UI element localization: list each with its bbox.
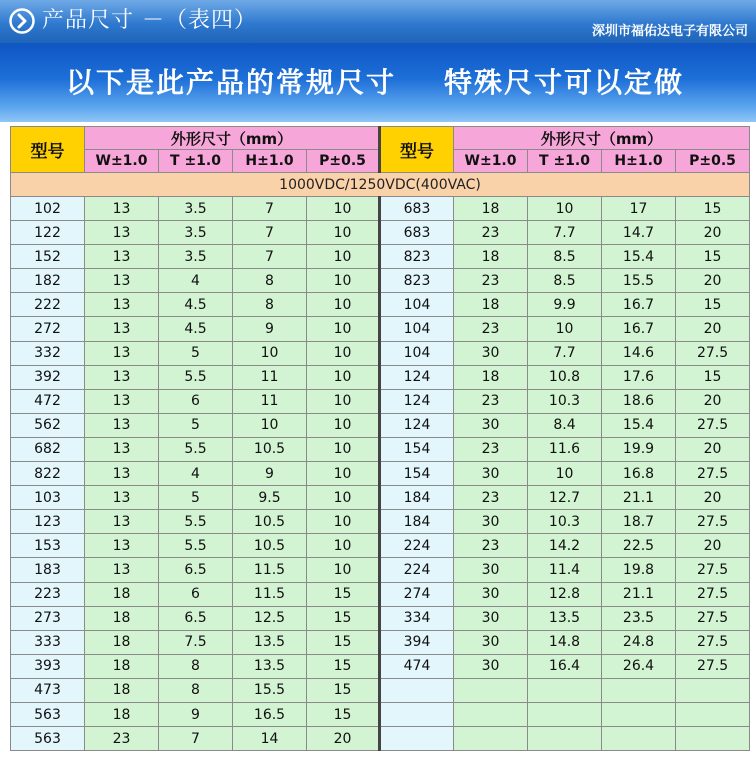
col-w-right: W±1.0 (454, 150, 528, 173)
dimension-cell: 15 (307, 582, 380, 606)
dimension-cell: 10.3 (528, 510, 602, 534)
dimension-cell: 16.7 (602, 317, 676, 341)
model-cell: 152 (11, 245, 85, 269)
dimension-cell: 15.4 (602, 245, 676, 269)
dimension-cell: 10 (307, 317, 380, 341)
dimension-cell: 10 (307, 389, 380, 413)
col-h-left: H±1.0 (233, 150, 307, 173)
dimension-cell: 5 (159, 486, 233, 510)
dimension-cell: 18 (85, 630, 159, 654)
company-name: 深圳市福佑达电子有限公司 (591, 24, 748, 39)
model-cell: 154 (380, 437, 454, 461)
dimension-cell: 30 (454, 606, 528, 630)
dimension-cell: 18 (85, 702, 159, 726)
dimension-cell: 23 (85, 727, 159, 751)
dimension-cell: 16.7 (602, 293, 676, 317)
model-cell: 154 (380, 462, 454, 486)
dimension-cell: 16.8 (602, 462, 676, 486)
dimension-cell: 10 (233, 341, 307, 365)
dimension-cell: 3.5 (159, 245, 233, 269)
dimension-cell: 13 (85, 413, 159, 437)
dimension-cell: 6.5 (159, 558, 233, 582)
model-cell: 224 (380, 534, 454, 558)
dimension-cell: 30 (454, 413, 528, 437)
table-row (11, 317, 750, 341)
header-bar (0, 0, 756, 43)
table-row (11, 462, 750, 486)
dimension-cell: 30 (454, 341, 528, 365)
model-cell: 104 (380, 293, 454, 317)
model-cell: 394 (380, 630, 454, 654)
table-row (11, 727, 750, 751)
dimension-cell: 27.5 (676, 510, 750, 534)
dimension-cell: 26.4 (602, 654, 676, 678)
dimension-cell: 14.8 (528, 630, 602, 654)
dimension-cell: 8.5 (528, 245, 602, 269)
dimension-cell: 6 (159, 582, 233, 606)
table-row (11, 510, 750, 534)
model-cell: 682 (11, 437, 85, 461)
model-cell: 392 (11, 365, 85, 389)
dimension-cell: 13 (85, 510, 159, 534)
dimension-cell: 13 (85, 341, 159, 365)
dimension-cell (602, 727, 676, 751)
dimension-cell: 30 (454, 582, 528, 606)
col-w-left: W±1.0 (85, 150, 159, 173)
dimension-cell (676, 727, 750, 751)
dimension-cell: 10 (528, 462, 602, 486)
dimension-cell: 15 (307, 702, 380, 726)
dimension-cell: 20 (676, 389, 750, 413)
dimension-cell: 9.9 (528, 293, 602, 317)
model-cell (380, 702, 454, 726)
model-cell: 182 (11, 269, 85, 293)
dimension-cell: 10 (307, 197, 380, 221)
dimension-cell: 5 (159, 341, 233, 365)
dimension-cell: 20 (676, 534, 750, 558)
dimension-cell: 16.5 (233, 702, 307, 726)
dimension-cell: 7 (233, 221, 307, 245)
dimension-cell: 10 (307, 293, 380, 317)
model-cell: 272 (11, 317, 85, 341)
model-cell: 222 (11, 293, 85, 317)
dimension-cell: 27.5 (676, 341, 750, 365)
table-row (11, 293, 750, 317)
dimension-cell: 27.5 (676, 462, 750, 486)
dimension-cell: 10.5 (233, 534, 307, 558)
dimension-cell: 15 (307, 678, 380, 702)
dimension-cell: 13 (85, 365, 159, 389)
dimension-cell: 18.6 (602, 389, 676, 413)
dimension-cell: 7 (233, 245, 307, 269)
model-cell: 124 (380, 389, 454, 413)
page-title: 产品尺寸 －（表四） (42, 8, 257, 33)
dimension-cell: 3.5 (159, 197, 233, 221)
dimension-cell: 9 (159, 702, 233, 726)
dimension-cell: 13 (85, 389, 159, 413)
model-cell: 122 (11, 221, 85, 245)
dimension-cell: 15 (307, 654, 380, 678)
voltage-label: 1000VDC/1250VDC(400VAC) (11, 173, 750, 197)
dimension-cell: 23.5 (602, 606, 676, 630)
size-table-container (10, 126, 749, 759)
model-cell: 223 (11, 582, 85, 606)
dimension-cell: 11.4 (528, 558, 602, 582)
dimension-cell: 10 (307, 462, 380, 486)
model-cell: 823 (380, 269, 454, 293)
dimension-cell: 10.5 (233, 510, 307, 534)
dimension-cell: 30 (454, 462, 528, 486)
banner (0, 43, 756, 122)
dimension-cell: 27.5 (676, 606, 750, 630)
model-cell: 124 (380, 413, 454, 437)
dimension-cell: 20 (307, 727, 380, 751)
model-cell: 334 (380, 606, 454, 630)
banner-standard-text: 以下是此产品的常规尺寸 (66, 66, 397, 99)
dimension-cell: 23 (454, 269, 528, 293)
table-header-row (11, 127, 750, 150)
dimension-cell: 8 (159, 678, 233, 702)
dimension-cell: 23 (454, 437, 528, 461)
table-row (11, 341, 750, 365)
dimension-cell: 10.5 (233, 437, 307, 461)
dimension-cell: 12.8 (528, 582, 602, 606)
table-row (11, 630, 750, 654)
dimension-cell: 30 (454, 510, 528, 534)
model-cell: 822 (11, 462, 85, 486)
table-row (11, 269, 750, 293)
dimension-cell: 10 (307, 558, 380, 582)
table-row (11, 654, 750, 678)
dimension-cell: 14.7 (602, 221, 676, 245)
model-cell: 124 (380, 365, 454, 389)
dimension-cell: 3.5 (159, 221, 233, 245)
dimension-cell: 15.5 (602, 269, 676, 293)
dimension-cell (602, 702, 676, 726)
dimension-cell: 13 (85, 197, 159, 221)
dimension-cell: 13 (85, 462, 159, 486)
table-row (11, 678, 750, 702)
dimension-cell: 20 (676, 269, 750, 293)
dimension-cell: 7.7 (528, 341, 602, 365)
model-cell: 153 (11, 534, 85, 558)
model-cell (380, 678, 454, 702)
table-row (11, 245, 750, 269)
model-cell: 183 (11, 558, 85, 582)
dimension-cell: 18 (454, 245, 528, 269)
model-cell: 103 (11, 486, 85, 510)
dimension-cell: 5.5 (159, 437, 233, 461)
dimension-cell: 10 (307, 341, 380, 365)
dimension-cell: 21.1 (602, 582, 676, 606)
dimension-cell: 18 (85, 654, 159, 678)
dimension-cell: 7 (233, 197, 307, 221)
dimension-cell: 13.5 (528, 606, 602, 630)
dimension-cell: 15 (676, 245, 750, 269)
dimension-cell: 30 (454, 558, 528, 582)
dimension-cell: 30 (454, 654, 528, 678)
dimension-cell: 20 (676, 437, 750, 461)
dimension-cell: 10 (307, 413, 380, 437)
dimension-cell: 8.4 (528, 413, 602, 437)
model-cell: 273 (11, 606, 85, 630)
dimension-cell (528, 678, 602, 702)
dimension-cell (454, 678, 528, 702)
table-row (11, 413, 750, 437)
dimension-cell: 20 (676, 221, 750, 245)
dimension-cell: 11.5 (233, 558, 307, 582)
model-cell: 472 (11, 389, 85, 413)
model-header-left: 型号 (11, 127, 85, 173)
dimension-cell (528, 702, 602, 726)
table-row (11, 702, 750, 726)
dimension-cell: 10 (528, 197, 602, 221)
dimension-cell: 12.7 (528, 486, 602, 510)
model-cell: 333 (11, 630, 85, 654)
model-cell: 473 (11, 678, 85, 702)
dimension-cell: 27.5 (676, 630, 750, 654)
dimension-cell: 10.3 (528, 389, 602, 413)
dimension-cell: 10 (307, 437, 380, 461)
dimension-cell: 13 (85, 558, 159, 582)
dimension-cell: 22.5 (602, 534, 676, 558)
dimension-cell: 10 (528, 317, 602, 341)
voltage-row (11, 173, 750, 197)
model-header-right: 型号 (380, 127, 454, 173)
dimension-cell: 4.5 (159, 293, 233, 317)
dimension-cell: 14.6 (602, 341, 676, 365)
table-row (11, 486, 750, 510)
dimension-cell: 13 (85, 486, 159, 510)
dimension-cell: 10 (307, 245, 380, 269)
dimension-cell: 13 (85, 534, 159, 558)
dimension-cell: 23 (454, 486, 528, 510)
model-cell: 562 (11, 413, 85, 437)
dimension-cell (676, 678, 750, 702)
dimension-cell: 13.5 (233, 654, 307, 678)
dimension-cell: 10.8 (528, 365, 602, 389)
dimension-cell: 5.5 (159, 510, 233, 534)
col-p-right: P±0.5 (676, 150, 750, 173)
dimension-cell: 18 (454, 197, 528, 221)
dimension-cell: 10 (307, 486, 380, 510)
table-row (11, 437, 750, 461)
dimension-cell: 20 (676, 317, 750, 341)
model-cell: 332 (11, 341, 85, 365)
dimension-cell: 13 (85, 269, 159, 293)
dimension-cell: 17 (602, 197, 676, 221)
model-cell: 123 (11, 510, 85, 534)
dimension-cell: 13 (85, 317, 159, 341)
model-cell (380, 727, 454, 751)
col-t-left: T ±1.0 (159, 150, 233, 173)
model-cell: 563 (11, 702, 85, 726)
dimension-cell: 10 (307, 534, 380, 558)
dimension-cell: 13 (85, 245, 159, 269)
dimension-cell: 18 (85, 678, 159, 702)
dimension-cell: 10 (307, 510, 380, 534)
dimension-cell: 11.6 (528, 437, 602, 461)
model-cell: 563 (11, 727, 85, 751)
dimension-cell: 21.1 (602, 486, 676, 510)
dimension-cell: 16.4 (528, 654, 602, 678)
circle-arrow-icon (8, 7, 36, 35)
col-h-right: H±1.0 (602, 150, 676, 173)
dimension-cell: 27.5 (676, 558, 750, 582)
table-row (11, 365, 750, 389)
dimension-cell: 30 (454, 630, 528, 654)
dimension-cell (676, 702, 750, 726)
dimension-cell: 27.5 (676, 582, 750, 606)
dimension-cell: 15 (676, 293, 750, 317)
model-cell: 474 (380, 654, 454, 678)
dimension-cell: 4.5 (159, 317, 233, 341)
model-cell: 104 (380, 341, 454, 365)
dimension-cell: 23 (454, 389, 528, 413)
dimension-cell: 18 (85, 606, 159, 630)
dimension-cell: 18 (454, 365, 528, 389)
dimension-cell: 11.5 (233, 582, 307, 606)
dimension-cell: 10 (233, 413, 307, 437)
dimension-cell (528, 727, 602, 751)
dimension-cell: 5.5 (159, 365, 233, 389)
dimension-cell: 6.5 (159, 606, 233, 630)
dimension-cell: 13 (85, 221, 159, 245)
dimension-cell: 15 (307, 630, 380, 654)
model-cell: 683 (380, 221, 454, 245)
table-row (11, 582, 750, 606)
dimension-cell: 23 (454, 317, 528, 341)
dimension-cell: 4 (159, 269, 233, 293)
col-t-right: T ±1.0 (528, 150, 602, 173)
model-cell: 823 (380, 245, 454, 269)
table-row (11, 389, 750, 413)
table-row (11, 606, 750, 630)
dimension-cell: 27.5 (676, 413, 750, 437)
dimension-cell: 5.5 (159, 534, 233, 558)
dimension-cell: 14.2 (528, 534, 602, 558)
dimension-cell: 15 (307, 606, 380, 630)
model-cell: 274 (380, 582, 454, 606)
dimension-cell: 5 (159, 413, 233, 437)
dimension-group-header-right: 外形尺寸（mm） (454, 127, 750, 150)
dimension-cell: 8.5 (528, 269, 602, 293)
model-cell: 184 (380, 486, 454, 510)
dimension-cell: 13.5 (233, 630, 307, 654)
dimension-cell: 4 (159, 462, 233, 486)
dimension-cell: 15 (676, 365, 750, 389)
model-cell: 184 (380, 510, 454, 534)
col-p-left: P±0.5 (307, 150, 380, 173)
dimension-cell: 19.8 (602, 558, 676, 582)
table-row (11, 221, 750, 245)
dimension-group-header-left: 外形尺寸（mm） (85, 127, 380, 150)
dimension-cell: 18 (85, 582, 159, 606)
dimension-cell (454, 702, 528, 726)
dimension-cell: 11 (233, 389, 307, 413)
dimension-cell: 13 (85, 293, 159, 317)
dimension-cell: 18 (454, 293, 528, 317)
dimension-cell: 19.9 (602, 437, 676, 461)
dimension-cell: 18.7 (602, 510, 676, 534)
model-cell: 102 (11, 197, 85, 221)
dimension-cell: 13 (85, 437, 159, 461)
model-cell: 224 (380, 558, 454, 582)
table-row (11, 197, 750, 221)
dimension-cell: 14 (233, 727, 307, 751)
banner-custom-text: 特殊尺寸可以定做 (444, 66, 685, 99)
dimension-cell: 10 (307, 365, 380, 389)
dimension-cell: 6 (159, 389, 233, 413)
table-row (11, 558, 750, 582)
dimension-cell: 15.4 (602, 413, 676, 437)
dimension-cell: 7.7 (528, 221, 602, 245)
table-row (11, 534, 750, 558)
model-cell: 393 (11, 654, 85, 678)
dimension-cell: 24.8 (602, 630, 676, 654)
size-table (10, 126, 750, 751)
dimension-cell: 15 (676, 197, 750, 221)
dimension-cell: 20 (676, 486, 750, 510)
dimension-cell (454, 727, 528, 751)
dimension-cell: 9 (233, 317, 307, 341)
dimension-cell: 15.5 (233, 678, 307, 702)
model-cell: 683 (380, 197, 454, 221)
dimension-cell: 9 (233, 462, 307, 486)
dimension-cell: 10 (307, 269, 380, 293)
dimension-cell: 9.5 (233, 486, 307, 510)
model-cell: 104 (380, 317, 454, 341)
dimension-cell (602, 678, 676, 702)
dimension-cell: 27.5 (676, 654, 750, 678)
dimension-cell: 12.5 (233, 606, 307, 630)
dimension-cell: 10 (307, 221, 380, 245)
dimension-cell: 17.6 (602, 365, 676, 389)
dimension-cell: 7.5 (159, 630, 233, 654)
dimension-cell: 23 (454, 221, 528, 245)
dimension-cell: 23 (454, 534, 528, 558)
dimension-cell: 7 (159, 727, 233, 751)
dimension-cell: 8 (233, 293, 307, 317)
dimension-cell: 8 (233, 269, 307, 293)
dimension-cell: 11 (233, 365, 307, 389)
dimension-cell: 8 (159, 654, 233, 678)
